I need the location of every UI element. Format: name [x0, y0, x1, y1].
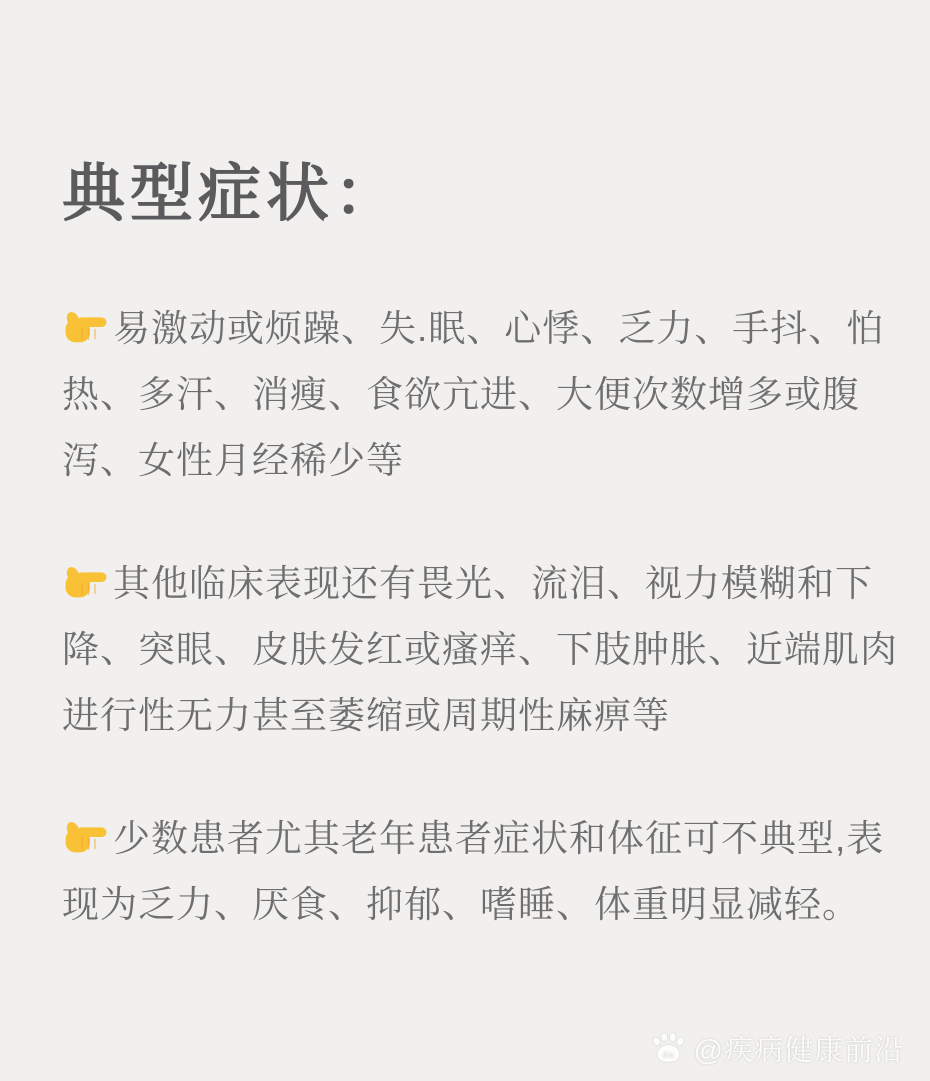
bullet-text: 少数患者尤其老年患者症状和体征可不典型,表: [113, 818, 885, 859]
pointing-right-icon: [62, 814, 110, 860]
watermark: [649, 1028, 904, 1069]
bullet-line: [62, 806, 884, 872]
symptom-bullet-2: [62, 551, 898, 749]
bullet-text: 进行性无力甚至萎缩或周期性麻痹等: [62, 695, 670, 736]
baidu-paw-icon: [649, 1032, 687, 1066]
bullet-text: 泻、女性月经稀少等: [62, 440, 404, 481]
bullet-text: 降、突眼、皮肤发红或瘙痒、下肢肿胀、近端肌肉: [62, 629, 898, 670]
bullet-line: [62, 551, 884, 617]
paw-label: du: [661, 1049, 675, 1059]
bullet-text: 热、多汗、消瘦、食欲亢进、大便次数增多或腹: [62, 374, 860, 415]
bullet-text: 易激动或烦躁、失.眠、心悸、乏力、手抖、怕: [113, 308, 885, 349]
page-title: 典型症状：: [62, 159, 402, 229]
symptom-bullet-3: [62, 806, 884, 938]
bullet-text: 其他临床表现还有畏光、流泪、视力模糊和下: [113, 563, 873, 604]
card-content: [62, 158, 898, 938]
watermark-text: @疾病健康前沿: [693, 1035, 904, 1067]
symptom-bullet-1: [62, 296, 884, 494]
bullet-text: 现为乏力、厌食、抑郁、嗜睡、体重明显减轻。: [62, 884, 860, 925]
pointing-right-icon: [62, 304, 110, 350]
pointing-right-icon: [62, 559, 110, 605]
bullet-line: [62, 296, 884, 362]
